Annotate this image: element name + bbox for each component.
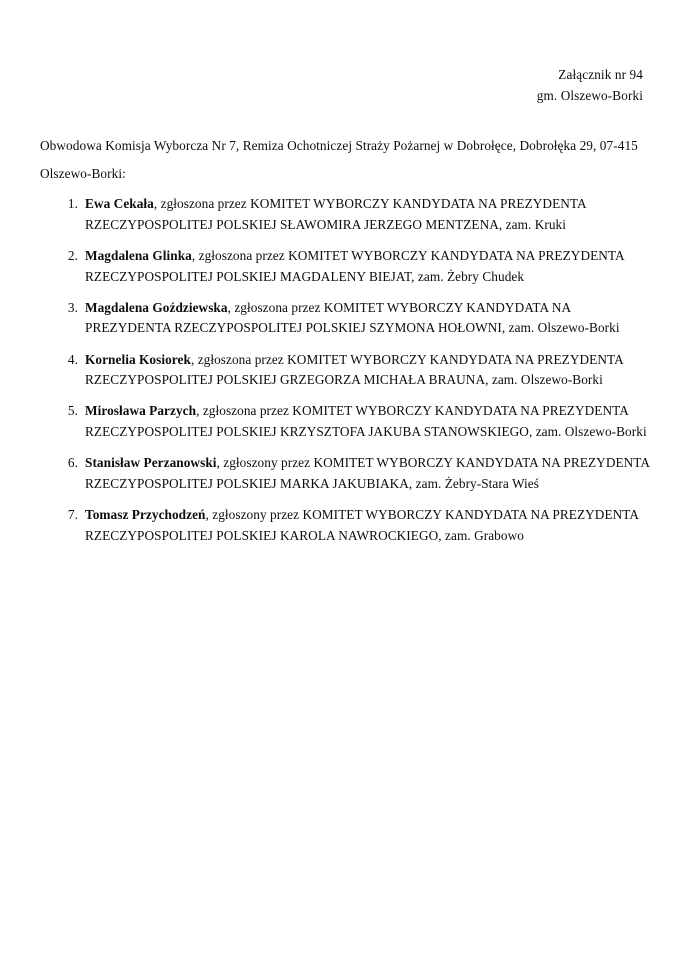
document-header — [537, 64, 643, 107]
commission-members-list — [40, 194, 654, 546]
list-item-number: 5. — [67, 403, 78, 419]
member-description: , zgłoszony przez KOMITET WYBORCZY KANDYDATA NA PREZYDENTA RZECZYPOSPOLITEJ POLSKIEJ KAROLA NAWROCKIEGO, zam. Grabowo — [85, 507, 639, 543]
list-item — [40, 350, 654, 391]
attachment-number-label: Załącznik nr 94 — [558, 67, 643, 82]
member-name: Ewa Cekała — [85, 196, 154, 211]
member-description: , zgłoszony przez KOMITET WYBORCZY KANDYDATA NA PREZYDENTA RZECZYPOSPOLITEJ POLSKIEJ MARKA JAKUBIAKA, zam. Żebry-Stara Wieś — [85, 455, 650, 491]
list-item — [40, 194, 654, 235]
member-name: Magdalena Glinka — [85, 247, 192, 263]
member-name: Kornelia Kosiorek — [85, 351, 191, 367]
member-description: , zgłoszona przez KOMITET WYBORCZY KANDYDATA NA PREZYDENTA RZECZYPOSPOLITEJ POLSKIEJ SŁAWOMIRA JERZEGO MENTZENA, zam. Kruki — [85, 196, 586, 232]
member-name: Stanisław Perzanowski — [85, 455, 217, 471]
member-name: Tomasz Przychodzeń — [85, 507, 206, 523]
municipality-label: gm. Olszewo-Borki — [536, 88, 643, 104]
list-item — [40, 505, 654, 546]
commission-intro-paragraph: Obwodowa Komisja Wyborcza Nr 7, Remiza Ochotniczej Straży Pożarnej w Dobrołęce, Dobrołęka 29, 07-415 Olszewo-Borki: — [40, 138, 638, 181]
list-item-number: 2. — [67, 247, 78, 263]
member-description: , zgłoszona przez KOMITET WYBORCZY KANDYDATA NA PREZYDENTA RZECZYPOSPOLITEJ POLSKIEJ MAGDALENY BIEJAT, zam. Żebry Chudek — [85, 247, 624, 284]
member-description: , zgłoszona przez KOMITET WYBORCZY KANDYDATA NA PREZYDENTA RZECZYPOSPOLITEJ POLSKIEJ GRZEGORZA MICHAŁA BRAUNA, zam. Olszewo-Borki — [85, 351, 624, 388]
member-description: , zgłoszona przez KOMITET WYBORCZY KANDYDATA NA PREZYDENTA RZECZYPOSPOLITEJ POLSKIEJ SZYMONA HOŁOWNI, zam. Olszewo-Borki — [85, 299, 620, 336]
list-item — [40, 401, 654, 442]
list-item — [40, 453, 654, 494]
member-description: , zgłoszona przez KOMITET WYBORCZY KANDYDATA NA PREZYDENTA RZECZYPOSPOLITEJ POLSKIEJ KRZYSZTOFA JAKUBA STANOWSKIEGO, zam. Olszewo-Borki — [85, 403, 647, 440]
list-item — [40, 298, 654, 339]
list-item-number: 7. — [67, 507, 78, 523]
list-item-number: 3. — [67, 299, 78, 315]
list-item-number: 4. — [67, 351, 78, 367]
list-item-number: 1. — [67, 196, 78, 211]
member-name: Mirosława Parzych — [85, 403, 197, 419]
list-item — [40, 246, 654, 287]
list-item-number: 6. — [67, 455, 78, 471]
member-name: Magdalena Goździewska — [85, 299, 228, 315]
